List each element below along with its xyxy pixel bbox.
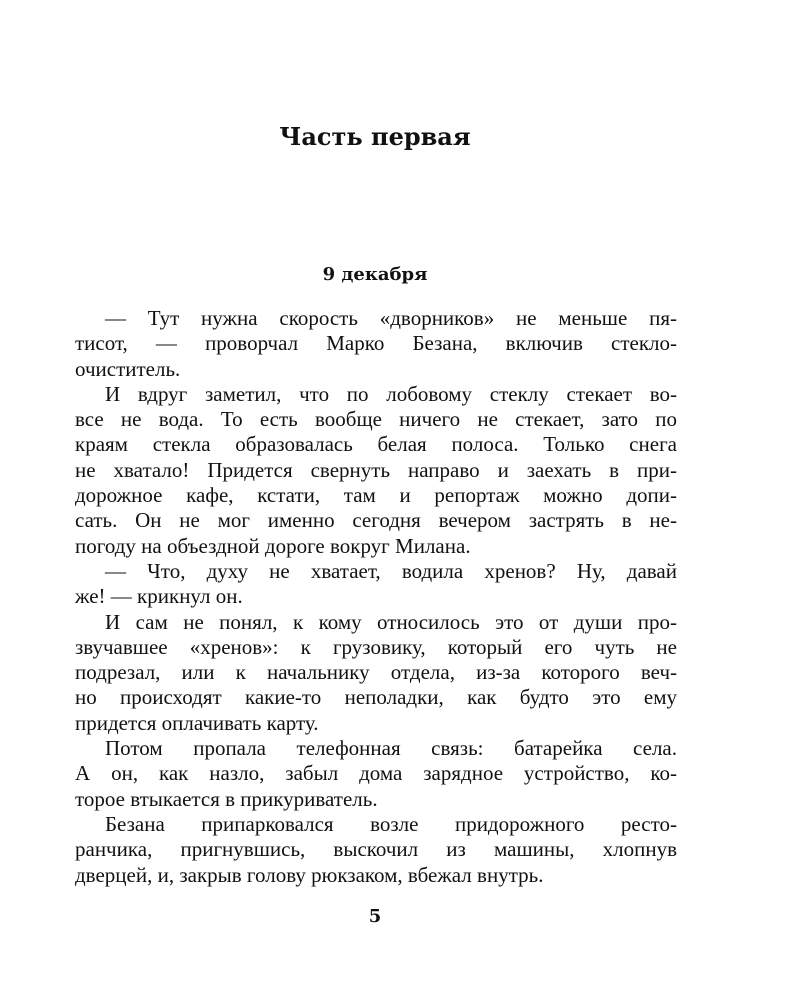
text-line: — Тут нужна скорость «дворников» не меньше пя- xyxy=(105,306,677,330)
text-line: И вдруг заметил, что по лобовому стеклу стекает во- xyxy=(105,381,677,406)
text-line: тисот, — проворчал Марко Безана, включив стекло- xyxy=(75,331,677,356)
text-line: А он, как назло, забыл дома зарядное устройство, ко- xyxy=(75,761,677,786)
text-line: Безана припарковался возле придорожного ресто- xyxy=(105,811,677,836)
page-number: 5 xyxy=(368,906,382,927)
text-line: ранчика, пригнувшись, выскочил из машины, хлопнув xyxy=(75,837,677,862)
body-text xyxy=(75,306,677,888)
text-line: же! — крикнул он. xyxy=(75,584,243,609)
text-line: — Что, духу не хватает, водила хренов? Ну, давай xyxy=(105,558,677,583)
text-line: погоду на объездной дороге вокруг Милана. xyxy=(75,533,471,558)
text-line: дорожное кафе, кстати, там и репортаж можно допи- xyxy=(75,483,677,508)
text-line: сать. Он не мог именно сегодня вечером застрять в не- xyxy=(75,508,677,533)
text-line: подрезал, или к начальнику отдела, из-за которого веч- xyxy=(75,660,677,685)
text-line: очиститель. xyxy=(75,356,181,381)
text-line: но происходят какие-то неполадки, как будто это ему xyxy=(75,685,677,710)
text-line: торое втыкается в прикуриватель. xyxy=(75,786,378,811)
text-line: все не вода. То есть вообще ничего не стекает, зато по xyxy=(75,407,677,432)
chapter-date-heading: 9 декабря xyxy=(322,264,428,285)
part-title: Часть первая xyxy=(279,122,471,151)
text-line: звучавшее «хренов»: к грузовику, который его чуть не xyxy=(75,634,677,659)
text-line: дверцей, и, закрыв голову рюкзаком, вбежал внутрь. xyxy=(75,862,544,887)
text-line: краям стекла образовалась белая полоса. Только снега xyxy=(75,432,677,457)
text-line: И сам не понял, к кому относилось это от души про- xyxy=(105,609,677,634)
text-line: придется оплачивать карту. xyxy=(75,710,319,735)
text-line: Потом пропала телефонная связь: батарейка села. xyxy=(105,736,677,761)
text-line: не хватало! Придется свернуть направо и заехать в при- xyxy=(75,457,677,482)
